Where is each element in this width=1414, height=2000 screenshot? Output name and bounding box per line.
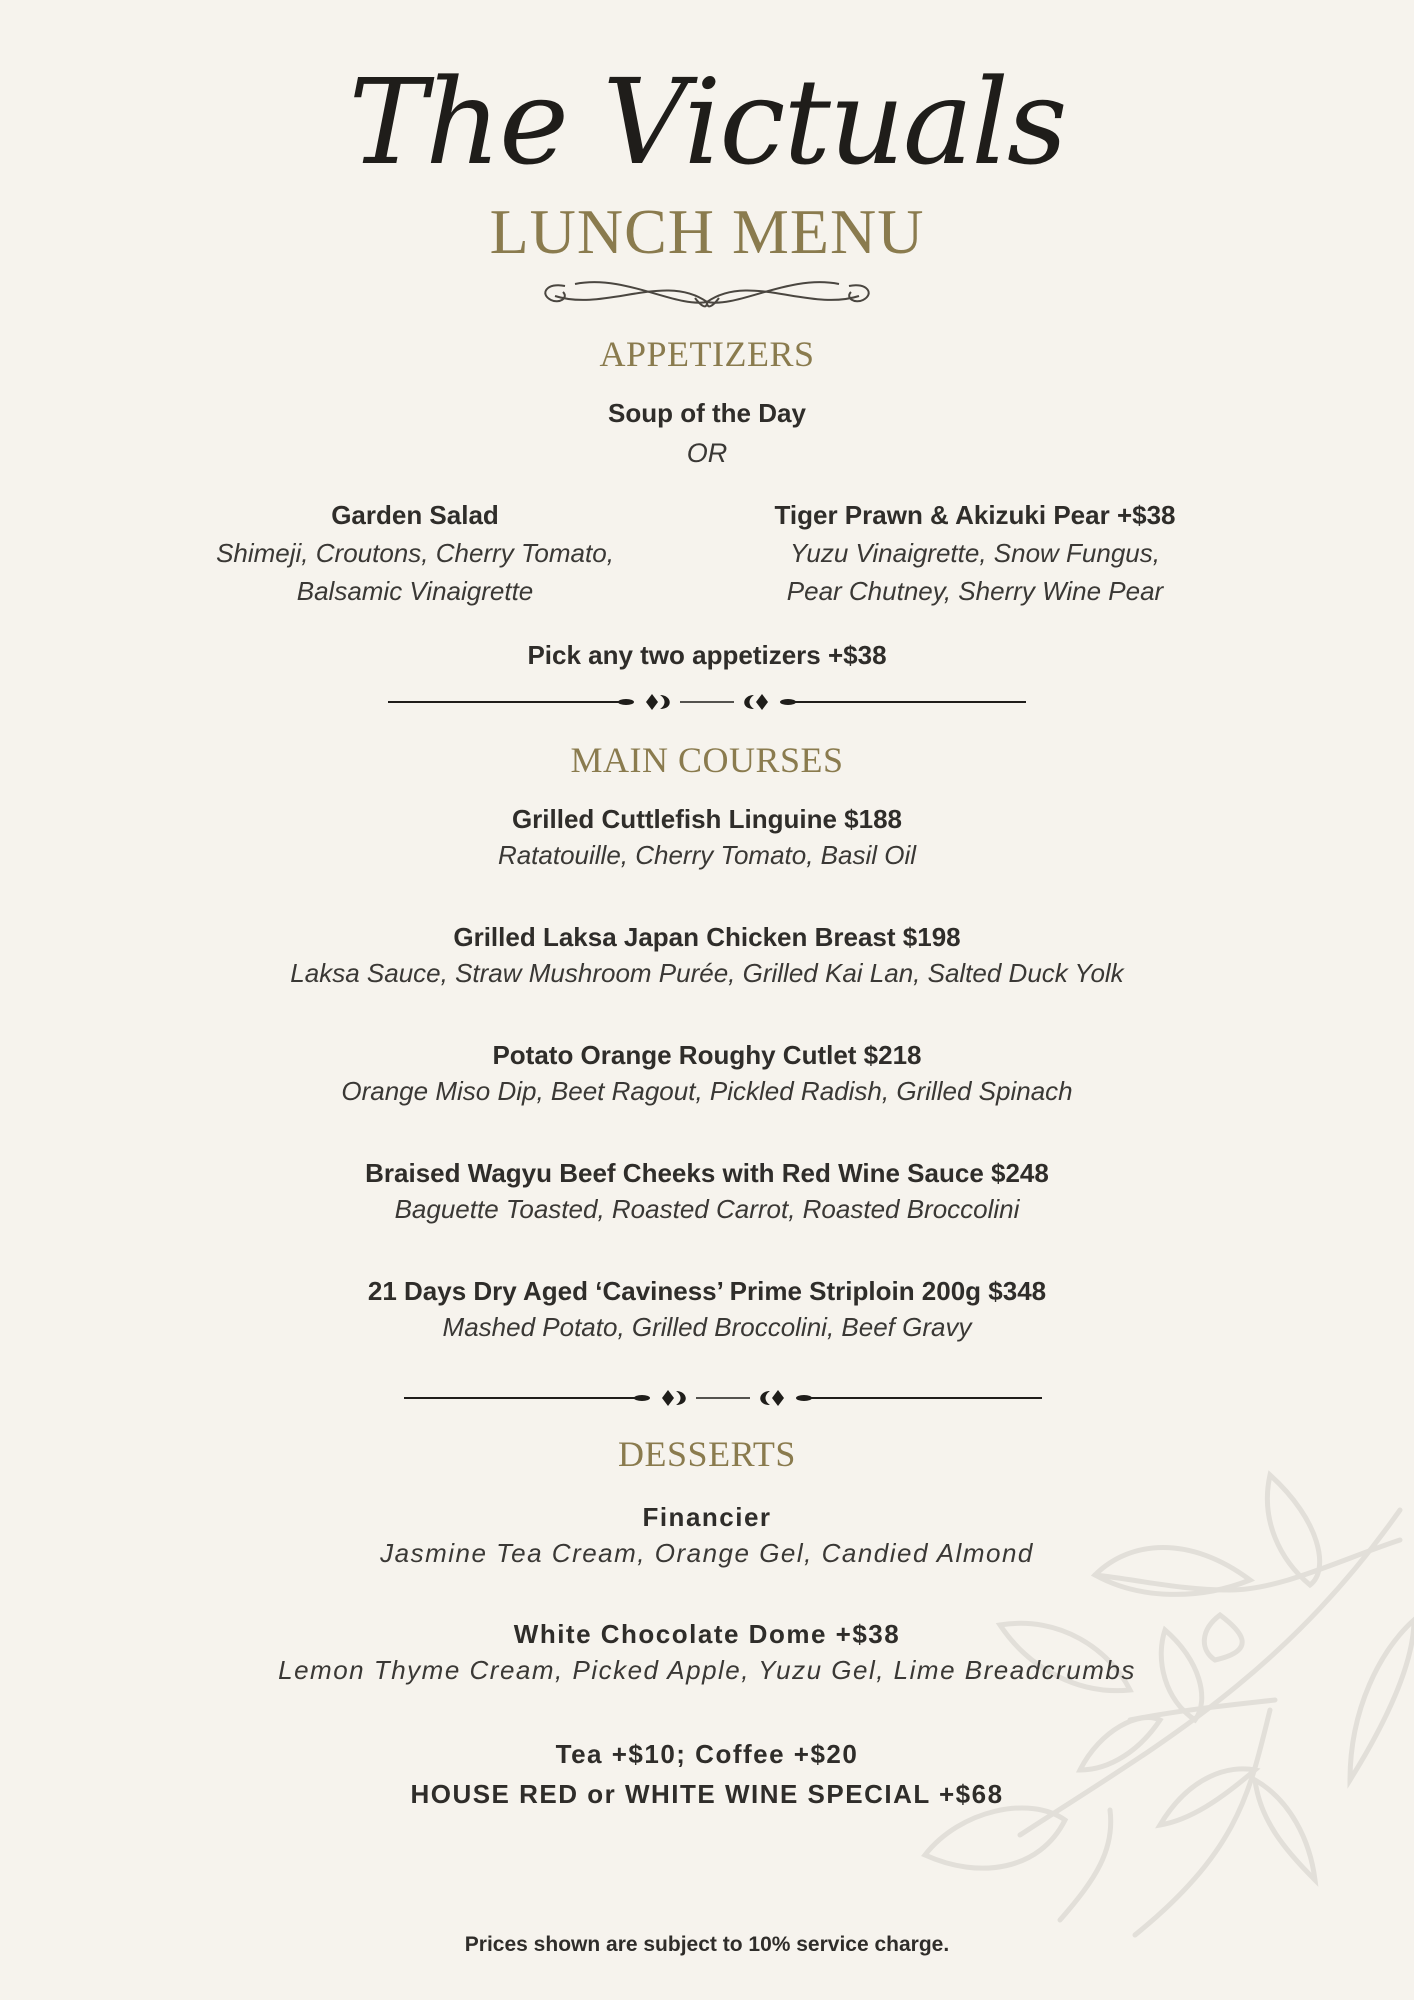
dish-desc: Jasmine Tea Cream, Orange Gel, Candied Almond — [380, 1538, 1034, 1568]
dish-name: Braised Wagyu Beef Cheeks with Red Wine Sauce $248 — [365, 1158, 1049, 1188]
dish-desc-line: Pear Chutney, Sherry Wine Pear — [786, 576, 1164, 606]
section-title-desserts: DESSERTS — [618, 1434, 796, 1474]
section-title-main-courses: MAIN COURSES — [570, 740, 844, 780]
menu-subtitle: LUNCH MENU — [489, 196, 925, 267]
dish-desc: Orange Miso Dip, Beet Ragout, Pickled Radish, Grilled Spinach — [341, 1076, 1073, 1106]
appetizer-option-left — [190, 498, 640, 610]
dish-desc-line: Shimeji, Croutons, Cherry Tomato, — [216, 538, 614, 568]
or-label: OR — [686, 438, 728, 468]
dish-name: White Chocolate Dome +$38 — [513, 1619, 901, 1649]
dessert-item — [0, 1500, 1414, 1572]
dish-desc: Lemon Thyme Cream, Picked Apple, Yuzu Gel, Lime Breadcrumbs — [278, 1655, 1136, 1685]
main-course-item — [0, 1156, 1414, 1228]
service-charge-note: Prices shown are subject to 10% service charge. — [464, 1933, 950, 1956]
section-title-appetizers: APPETIZERS — [599, 334, 815, 374]
main-course-item — [0, 920, 1414, 992]
flourish-ornament-icon — [535, 272, 879, 312]
main-course-item — [0, 1274, 1414, 1346]
dish-name: Potato Orange Roughy Cutlet $218 — [492, 1040, 922, 1070]
ornamental-divider-icon — [388, 690, 1026, 714]
dish-desc: Baguette Toasted, Roasted Carrot, Roasted Broccolini — [394, 1194, 1020, 1224]
wine-special-line: HOUSE RED or WHITE WINE SPECIAL +$68 — [410, 1779, 1004, 1809]
dish-desc: Mashed Potato, Grilled Broccolini, Beef Gravy — [442, 1312, 972, 1342]
main-course-item — [0, 1038, 1414, 1110]
dish-desc-line: Balsamic Vinaigrette — [296, 576, 534, 606]
dish-name: 21 Days Dry Aged ‘Caviness’ Prime Striploin 200g $348 — [367, 1276, 1047, 1306]
dish-name-soup: Soup of the Day — [608, 398, 806, 428]
dish-name: Financier — [642, 1502, 772, 1532]
dish-name-tiger-prawn: Tiger Prawn & Akizuki Pear +$38 — [774, 500, 1176, 530]
drinks-line: Tea +$10; Coffee +$20 — [555, 1739, 859, 1769]
ornamental-divider-icon — [404, 1386, 1042, 1410]
dish-name: Grilled Laksa Japan Chicken Breast $198 — [453, 922, 961, 952]
dish-desc-line: Yuzu Vinaigrette, Snow Fungus, — [789, 538, 1160, 568]
dish-name-garden-salad: Garden Salad — [331, 500, 499, 530]
appetizer-option-right — [740, 498, 1210, 610]
dish-name: Grilled Cuttlefish Linguine $188 — [511, 804, 903, 834]
dish-desc: Laksa Sauce, Straw Mushroom Purée, Grilled Kai Lan, Salted Duck Yolk — [290, 958, 1124, 988]
main-course-item — [0, 802, 1414, 874]
appetizer-note: Pick any two appetizers +$38 — [527, 640, 887, 670]
dish-desc: Ratatouille, Cherry Tomato, Basil Oil — [497, 840, 917, 870]
restaurant-brand-title: The Victuals — [348, 53, 1066, 191]
dessert-item — [0, 1617, 1414, 1689]
